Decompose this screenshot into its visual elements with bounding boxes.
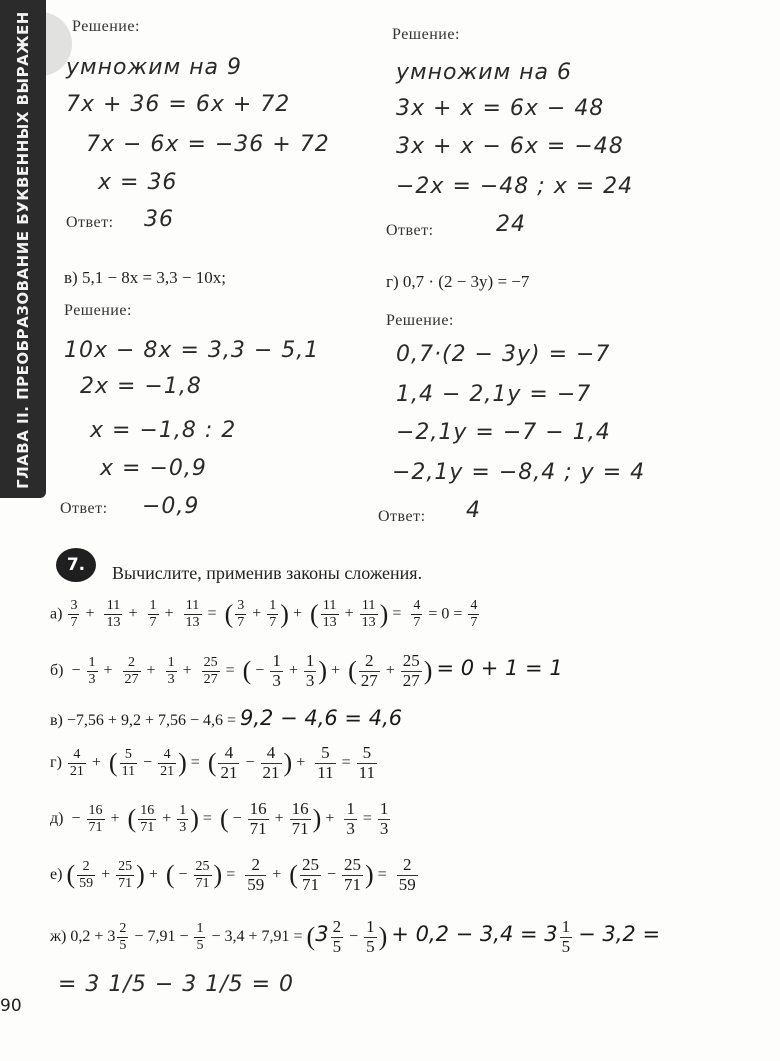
row-label: д) <box>50 809 64 827</box>
handwritten-line: −2x = −48 ; x = 24 <box>396 174 634 199</box>
handwritten-line: умножим на 9 <box>66 55 243 80</box>
row-tail: = 0 = <box>428 605 463 623</box>
task-number-badge: 7. <box>56 548 96 582</box>
handwritten-line: 3x + x = 6x − 48 <box>396 96 605 121</box>
row-expression-part: − 7,91 − <box>134 927 189 945</box>
handwritten-line: 1,4 − 2,1y = −7 <box>396 382 592 407</box>
row-label: в) <box>50 712 63 729</box>
solution-label: Решение: <box>72 18 140 35</box>
handwritten-line: 7x − 6x = −36 + 72 <box>86 132 330 157</box>
task-row-v <box>50 706 402 730</box>
chapter-title: ГЛАВА II. ПРЕОБРАЗОВАНИЕ БУКВЕННЫХ ВЫРАЖЕН <box>14 11 32 489</box>
handwritten-result: = 0 + 1 = 1 <box>436 655 563 680</box>
task-row-a: а) $\frac{3}{7}$ + $\frac{11}{13}$ + $\frac{1}{7}$ + $\frac{11}{13}$ = ( $\frac{3}{7}$ + $\frac{1}{7}$ ) + ( $\frac{11}{13}$ + $\frac{11}{13}$ ) = $\frac{4}{7}$ = 0 = $\frac{4}{7}$ <box>50 598 478 631</box>
handwritten-line: 0,7·(2 − 3y) = −7 <box>396 342 611 367</box>
handwritten-line: 3x + x − 6x = −48 <box>396 134 624 159</box>
answer-label: Ответ: <box>378 508 426 525</box>
answer-label: Ответ: <box>386 222 434 239</box>
handwritten-answer: 24 <box>496 212 526 237</box>
problem-statement: г) 0,7 · (2 − 3y) = −7 <box>386 272 530 291</box>
row-label: б) <box>50 661 64 679</box>
task-title: Вычислите, применив законы сложения. <box>112 563 423 583</box>
handwritten-line: 10x − 8x = 3,3 − 5,1 <box>64 338 320 363</box>
row-expression-part: 0,2 + 3 <box>70 927 116 945</box>
page-number: 90 <box>0 996 22 1016</box>
answer-label: Ответ: <box>66 214 114 231</box>
handwritten-result: 9,2 − 4,6 = 4,6 <box>240 706 403 730</box>
solution-label: Решение: <box>386 312 454 329</box>
problem-statement: в) 5,1 − 8x = 3,3 − 10x; <box>64 268 226 287</box>
handwritten-answer: −0,9 <box>142 494 200 519</box>
row-label: ж) <box>50 927 67 945</box>
row-expression: −7,56 + 9,2 + 7,56 − 4,6 = <box>66 712 237 729</box>
task-row-g: г) $\frac{4}{21}$ + ( $\frac{5}{11}$ − $\frac{4}{21}$ ) = ( $\frac{4}{21}$ − $\frac{4}{21}$ ) + $\frac{5}{11}$ = $\frac{5}{11}$ <box>50 743 375 782</box>
row-label: г) <box>50 753 62 771</box>
row-label: а) <box>50 605 63 623</box>
handwritten-line: умножим на 6 <box>396 60 573 85</box>
handwritten-line: 2x = −1,8 <box>80 374 202 399</box>
handwritten-final-line: = 3 1/5 − 3 1/5 = 0 <box>58 972 295 997</box>
handwritten-line: −2,1y = −8,4 ; y = 4 <box>392 460 646 485</box>
task-row-e: е) ( $\frac{2}{59}$ + $\frac{25}{71}$ ) + ( − $\frac{25}{71}$ ) = $\frac{2}{59}$ + ( $\frac{25}{71}$ − $\frac{25}{71}$ ) = $\frac{2}{59}$ <box>50 855 416 894</box>
task-row-d: д) − $\frac{16}{71}$ + ( $\frac{16}{71}$ + $\frac{1}{3}$ ) = ( − $\frac{16}{71}$ + $\frac{16}{71}$ ) + $\frac{1}{3}$ = $\frac{1}{3}$ <box>50 799 389 838</box>
handwritten-line: x = 36 <box>98 170 178 195</box>
handwritten-result: + 0,2 − 3,4 = 3 <box>391 921 558 946</box>
row-label: е) <box>50 865 63 883</box>
handwritten-line: x = −1,8 : 2 <box>90 418 237 443</box>
answer-label: Ответ: <box>60 500 108 517</box>
task-row-zh: ж) 0,2 + 3 $\frac{2}{5}$ − 7,91 − $\frac{1}{5}$ − 3,4 + 7,91 = (3 $\frac{2}{5}$ − $\frac{1}{5}$ ) + 0,2 − 3,4 = 3 $\frac{1}{5}$ − 3,2 = <box>50 917 661 956</box>
handwritten-line: x = −0,9 <box>100 456 207 481</box>
chapter-sidebar <box>0 0 46 498</box>
handwritten-result-tail: − 3,2 = <box>578 921 661 946</box>
handwritten-answer: 4 <box>466 498 481 523</box>
solution-label: Решение: <box>392 26 460 43</box>
task-row-b: б) − $\frac{1}{3}$ + $\frac{2}{27}$ + $\frac{1}{3}$ + $\frac{25}{27}$ = ( − $\frac{1}{3}$ + $\frac{1}{3}$ ) + ( $\frac{2}{27}$ + $\frac{25}{27}$ ) = 0 + 1 = 1 <box>50 651 563 690</box>
row-expression-part: − 3,4 + 7,91 = <box>211 927 303 945</box>
handwritten-line: −2,1y = −7 − 1,4 <box>396 420 611 445</box>
handwritten-answer: 36 <box>144 207 174 232</box>
solution-label: Решение: <box>64 302 132 319</box>
handwritten-line: 7x + 36 = 6x + 72 <box>66 92 291 117</box>
